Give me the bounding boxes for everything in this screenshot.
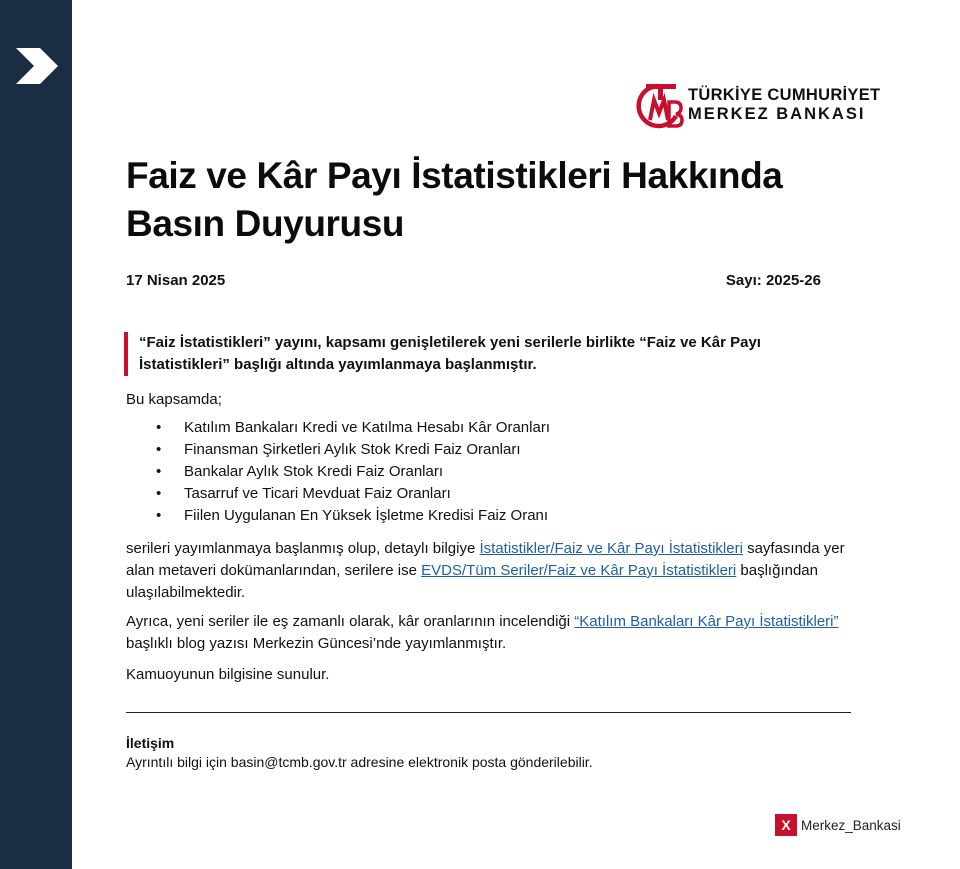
release-date: 17 Nisan 2025: [126, 272, 226, 289]
contact-heading: İletişim: [126, 735, 175, 751]
page-title: Faiz ve Kâr Payı İstatistikleri Hakkında Basın Duyurusu: [126, 155, 783, 244]
list-item: • Tasarruf ve Ticari Mevduat Faiz Oranları: [126, 483, 550, 505]
logo-line-2: MERKEZ BANKASI: [688, 105, 866, 123]
list-item: • Finansman Şirketleri Aylık Stok Kredi Faiz Oranları: [126, 439, 550, 461]
social-handle[interactable]: [775, 814, 901, 836]
list-item: • Katılım Bankaları Kredi ve Katılma Hesabı Kâr Oranları: [126, 417, 550, 439]
social-handle-text: Merkez_Bankasi: [801, 817, 901, 833]
paragraph-text: sayfasında yer alan metaveri dokümanlarından, serilere ise: [126, 540, 845, 579]
paragraph-text: başlıklı blog yazısı Merkezin Güncesi’nde yayımlanmıştır.: [126, 635, 507, 652]
lead-paragraph: “Faiz İstatistikleri” yayını, kapsamı genişletilerek yeni serilerle birlikte “Faiz ve Kâr Payı İstatistikleri” başlığı altında yayımlanmaya başlanmıştır.: [124, 332, 839, 376]
paragraph-text: serileri yayımlanmaya başlanmış olup, detaylı bilgiye: [126, 540, 480, 557]
paragraph-details: [126, 538, 871, 604]
list-item: • Fiilen Uygulanan En Yüksek İşletme Kredisi Faiz Oranı: [126, 505, 550, 527]
logo-line-1: TÜRKİYE CUMHURİYET: [688, 86, 881, 104]
sidebar-band: [0, 0, 72, 869]
statistics-page-link[interactable]: İstatistikler/Faiz ve Kâr Payı İstatistikleri: [479, 540, 743, 557]
tcmb-logo: [628, 80, 880, 130]
series-list: [126, 417, 550, 527]
intro-text: Bu kapsamda;: [126, 391, 222, 408]
contact-text: Ayrıntılı bilgi için basin@tcmb.gov.tr adresine elektronik posta gönderilebilir.: [126, 754, 593, 770]
list-item: • Bankalar Aylık Stok Kredi Faiz Oranları: [126, 461, 550, 483]
closing-text: Kamuoyunun bilgisine sunulur.: [126, 666, 330, 683]
chevron-right-icon[interactable]: [16, 48, 58, 84]
evds-link[interactable]: EVDS/Tüm Seriler/Faiz ve Kâr Payı İstatistikleri: [421, 562, 737, 579]
logo-wordmark: [688, 86, 880, 124]
paragraph-blog: [126, 611, 871, 655]
paragraph-text: Ayrıca, yeni seriler ile eş zamanlı olarak, kâr oranlarının incelendiği: [126, 613, 575, 630]
release-number: Sayı: 2025-26: [725, 272, 821, 289]
divider: [126, 712, 851, 713]
meta-row: [126, 272, 821, 289]
paragraph-text: başlığından ulaşılabilmektedir.: [126, 562, 818, 601]
blog-post-link[interactable]: “Katılım Bankaları Kâr Payı İstatistikleri”: [574, 613, 839, 630]
tcmb-emblem-icon: [628, 80, 684, 130]
x-icon: X: [775, 814, 797, 836]
